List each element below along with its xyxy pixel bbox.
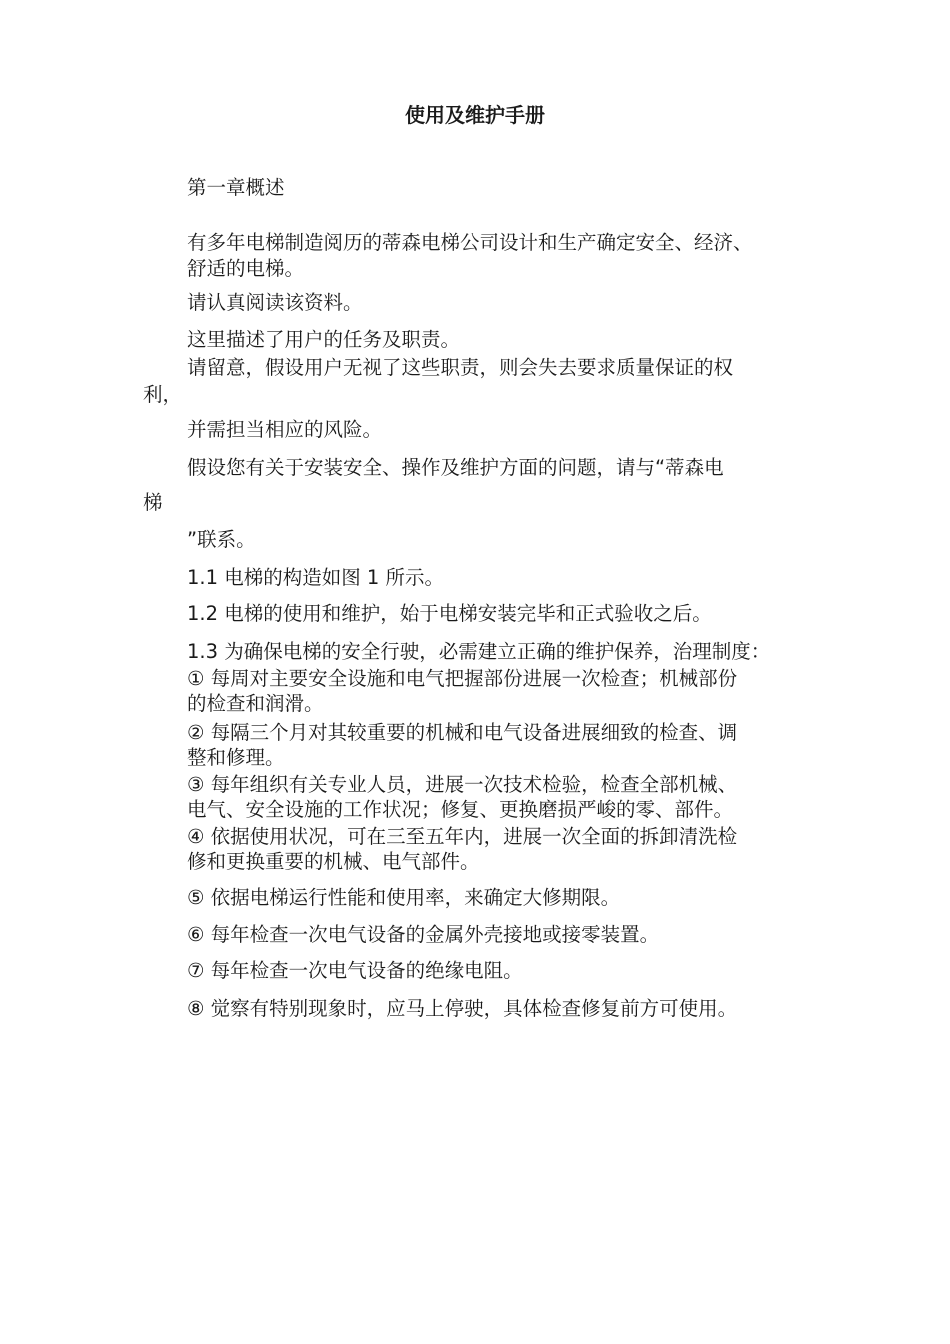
contact-line-2: 梯 [143, 491, 163, 514]
document-title: 使用及维护手册 [405, 103, 545, 127]
risk-line: 并需担当相应的风险。 [187, 418, 383, 441]
list-item-1-line-1: ① 每周对主要安全设施和电气把握部份进展一次检查；机械部份 [187, 667, 738, 690]
intro-line-1: 有多年电梯制造阅历的蒂森电梯公司设计和生产确定安全、经济、 [187, 231, 753, 254]
list-item-3-line-2: 电气、安全设施的工作状况；修复、更换磨损严峻的零、部件。 [187, 798, 734, 821]
contact-line-1: 假设您有关于安装安全、操作及维护方面的问题，请与“蒂森电 [187, 456, 724, 479]
duties-line: 这里描述了用户的任务及职责。 [187, 328, 461, 351]
warning-line-1: 请留意，假设用户无视了这些职责，则会失去要求质量保证的权 [187, 356, 734, 379]
list-item-4-line-1: ④ 依据使用状况，可在三至五年内，进展一次全面的拆卸清洗检 [187, 825, 738, 848]
intro-line-2: 舒适的电梯。 [187, 257, 305, 280]
list-item-4-line-2: 修和更换重要的机械、电气部件。 [187, 850, 480, 873]
list-item-1-line-2: 的检查和润滑。 [187, 692, 324, 715]
list-item-2-line-2: 整和修理。 [187, 746, 285, 769]
read-notice: 请认真阅读该资料。 [187, 291, 363, 314]
list-item-2-line-1: ② 每隔三个月对其较重要的机械和电气设备进展细致的检查、调 [187, 721, 738, 744]
warning-line-2: 利， [143, 383, 183, 406]
list-item-6: ⑥ 每年检查一次电气设备的金属外壳接地或接零装置。 [187, 923, 660, 946]
contact-line-3: ”联系。 [187, 528, 256, 551]
list-item-8: ⑧ 觉察有特别现象时，应马上停驶，具体检查修复前方可使用。 [187, 997, 738, 1020]
list-item-5: ⑤ 依据电梯运行性能和使用率，来确定大修期限。 [187, 886, 621, 909]
section-1-3: 1.3 为确保电梯的安全行驶，必需建立正确的维护保养，治理制度： [187, 640, 771, 663]
list-item-7: ⑦ 每年检查一次电气设备的绝缘电阻。 [187, 959, 523, 982]
section-1-1: 1.1 电梯的构造如图 1 所示。 [187, 566, 445, 589]
section-1-2: 1.2 电梯的使用和维护，始于电梯安装完毕和正式验收之后。 [187, 602, 712, 625]
chapter-heading: 第一章概述 [187, 176, 285, 199]
list-item-3-line-1: ③ 每年组织有关专业人员，进展一次技术检验，检查全部机械、 [187, 773, 738, 796]
